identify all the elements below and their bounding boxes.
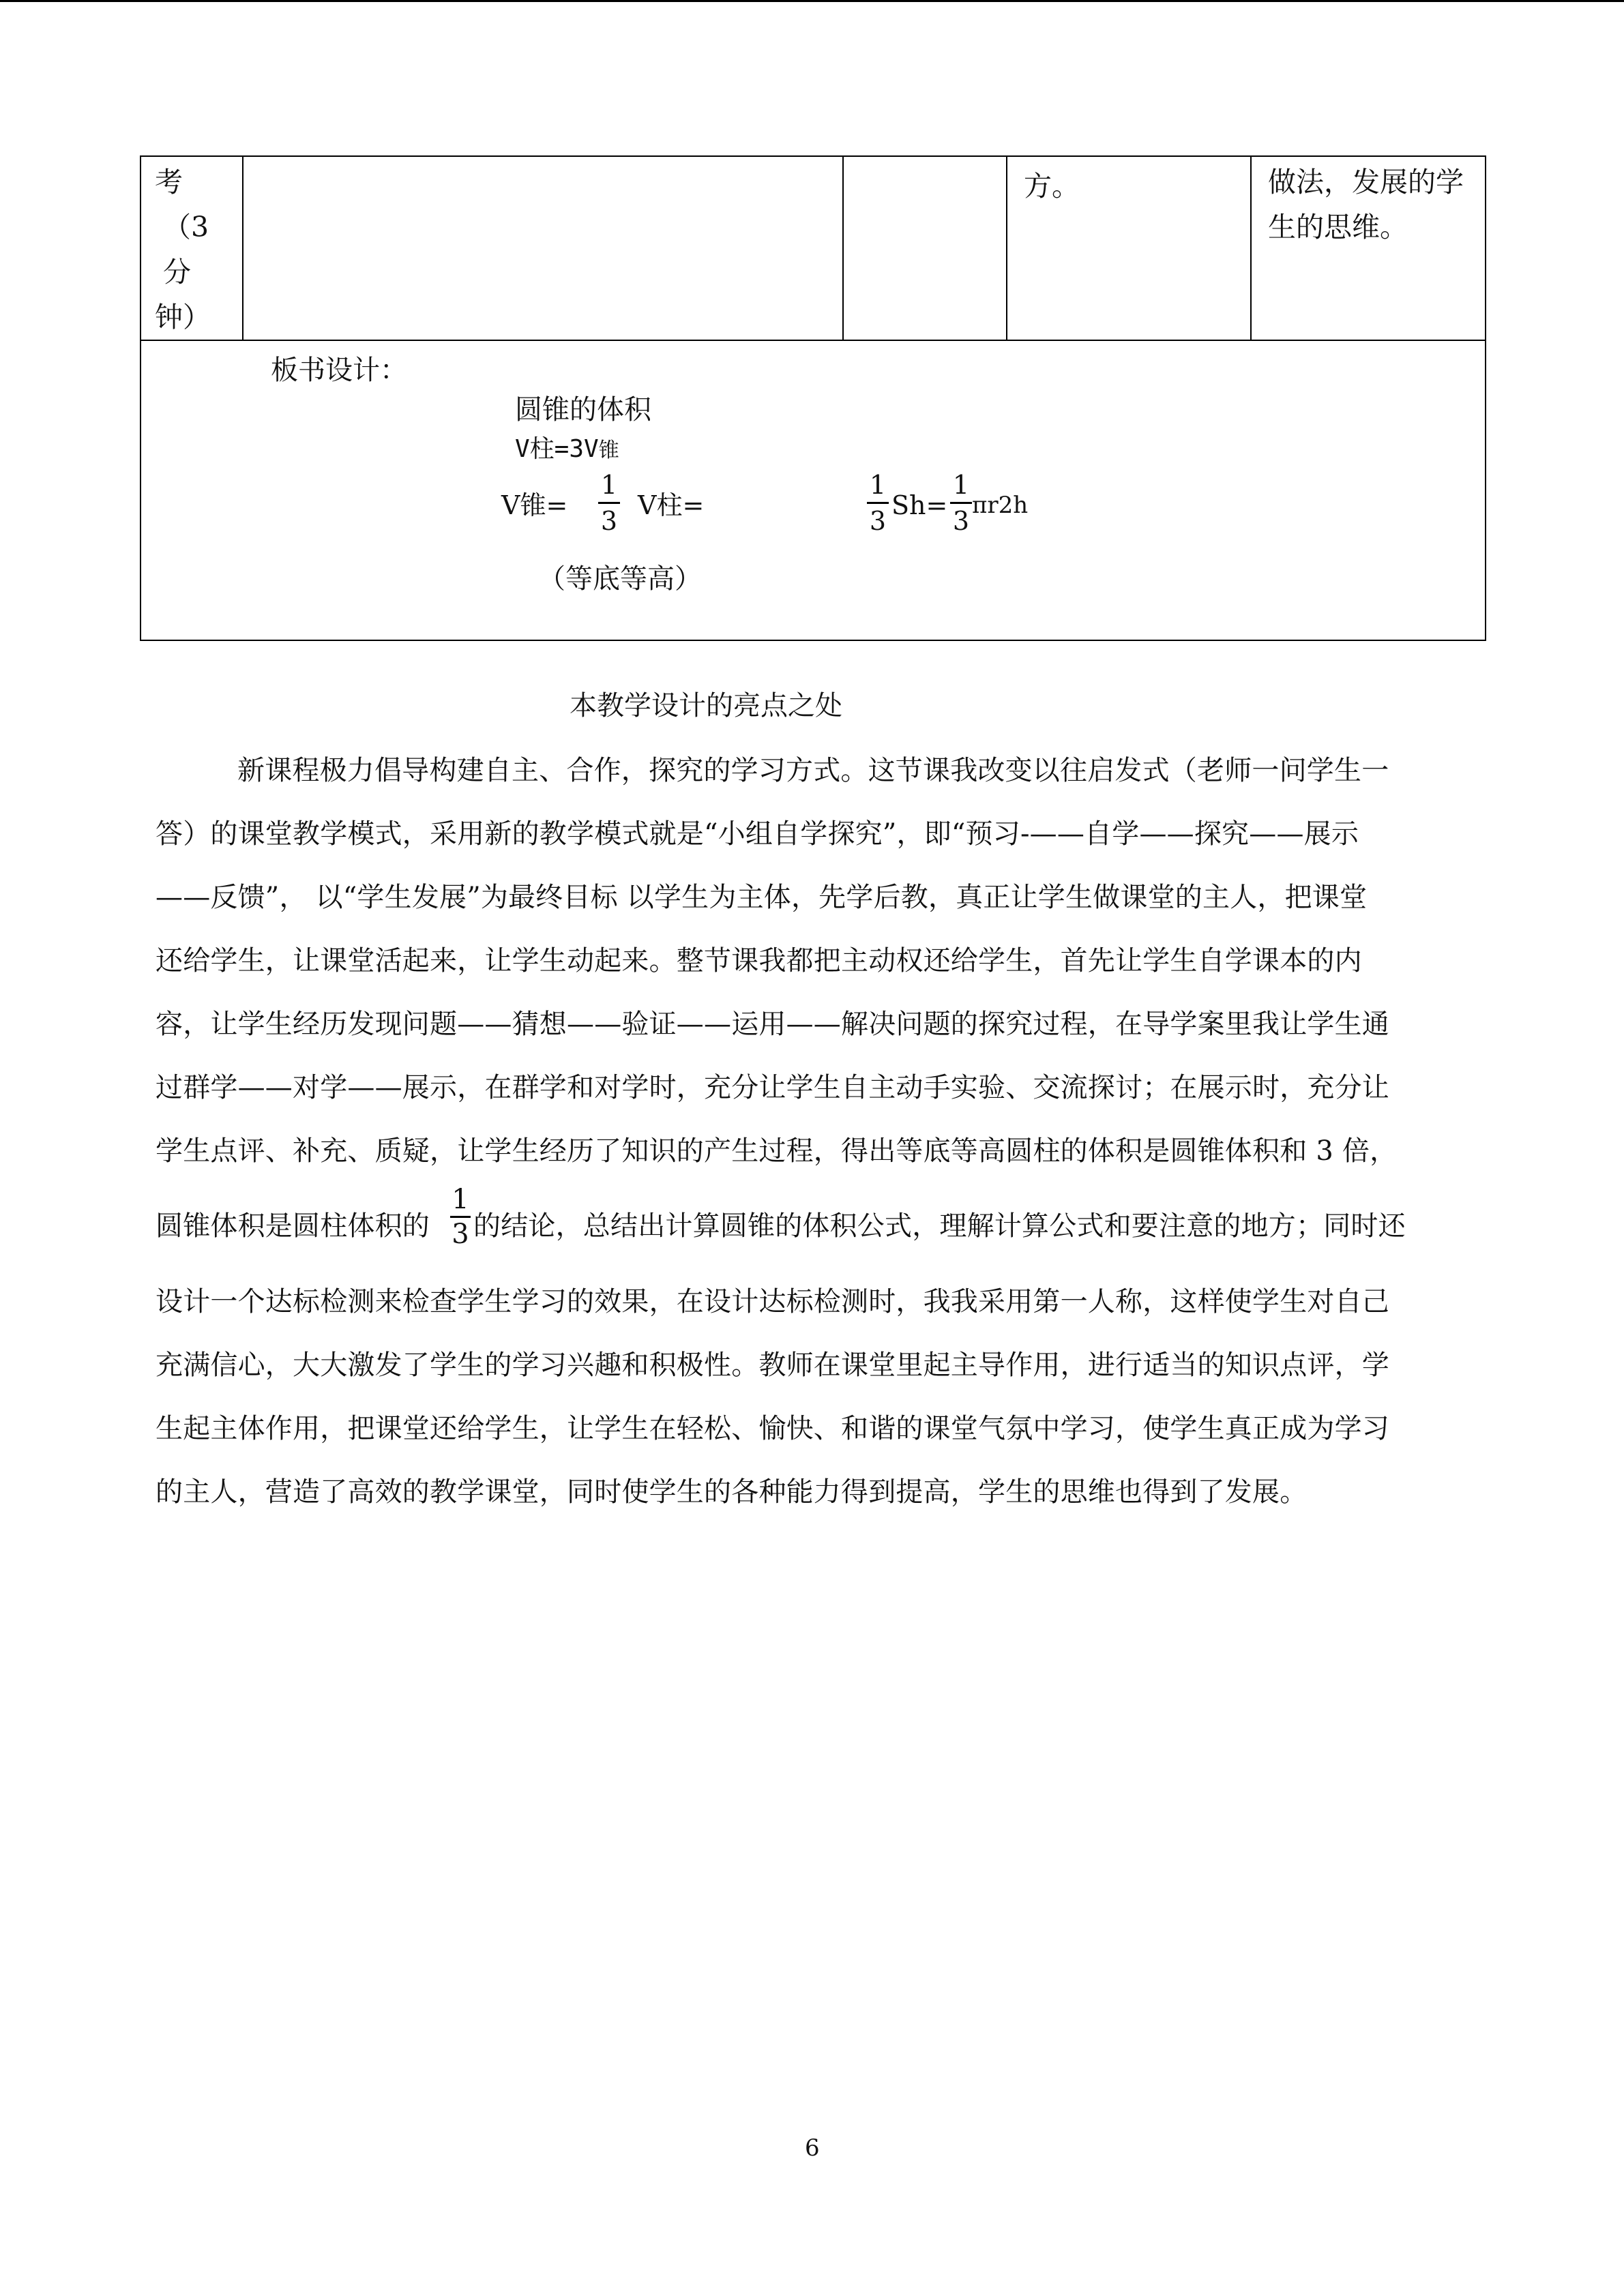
stage-cell [141,156,243,340]
page-number: 6 [805,2134,820,2162]
paragraph-line: 答）的课堂教学模式，采用新的教学模式就是“小组自学探究”，即“预习-——自学——探究——展示 [156,818,1359,850]
v-cone-text: V锥= [501,490,568,520]
paragraph-line: ——反馈”， 以“学生发展”为最终目标 以学生为主体，先学后教，真正让学生做课堂的主人，把课堂 [156,882,1368,913]
table-row [141,156,1486,340]
student-activity-text: 方。 [1024,170,1080,203]
paragraph-line: 的结论，总结出计算圆锥的体积公式，理解计算公式和要注意的地方；同时还 [473,1210,1406,1242]
paragraph-line: 学生点评、补充、质疑，让学生经历了知识的产生过程，得出等底等高圆柱的体积是圆锥体积和 3 倍， [156,1135,1398,1167]
equal-base-height-note: （等底等高） [538,563,702,595]
paragraph-line: 生起主体作用，把课堂还给学生，让学生在轻松、愉快、和谐的课堂气氛中学习，使学生真正成为学习 [156,1413,1389,1444]
fraction-one-third: 1 3 [864,468,891,538]
pi-r2h-text: πr2h [972,492,1029,519]
lesson-table [140,155,1486,641]
board-design-cell [141,340,1486,640]
student-cell [1007,156,1251,340]
board-title: 圆锥的体积 [515,394,651,426]
teacher-cell [843,156,1007,340]
formula-cone-volume [501,468,1115,550]
paragraph-line: 新课程极力倡导构建自主、合作，探究的学习方式。这节课我改变以往启发式（老师一问学生一 [237,755,1389,786]
paragraph-line: 充满信心，大大激发了学生的学习兴趣和积极性。教师在课堂里起主导作用，进行适当的知识点评，学 [156,1350,1389,1381]
stage-line: 钟） [155,301,211,333]
stage-line: 考 [155,166,183,198]
content-cell [243,156,843,340]
v-cylinder-text: V柱= [638,490,705,520]
stage-line: （3 [163,211,209,243]
paragraph-line: 设计一个达标检测来检查学生学习的效果，在设计达标检测时，我我采用第一人称，这样使学生对自己 [156,1286,1389,1317]
paragraph-line: 还给学生，让课堂活起来，让学生动起来。整节课我都把主动权还给学生，首先让学生自学课本的内 [156,945,1362,976]
paragraph-line: 的主人，营造了高效的教学课堂，同时使学生的各种能力得到提高，学生的思维也得到了发展。 [156,1476,1308,1508]
section-heading: 本教学设计的亮点之处 [570,690,842,721]
sh-text: Sh= [891,490,948,520]
paragraph-line: 容，让学生经历发现问题——猜想——验证——运用——解决问题的探究过程，在导学案里我让学生通 [156,1009,1389,1040]
paragraph-line: 圆锥体积是圆柱体积的 [156,1210,430,1242]
intent-cell [1251,156,1486,340]
intent-line: 做法，发展的学 [1268,166,1464,198]
paragraph-line: 过群学——对学——展示，在群学和对学时，充分让学生自主动手实验、交流探讨；在展示时，充分让 [156,1072,1389,1103]
board-design-label: 板书设计： [271,355,407,386]
fraction-one-third: 1 3 [595,468,623,538]
stage-line: 分 [163,256,191,288]
fraction-one-third: 1 3 [450,1183,471,1251]
intent-line: 生的思维。 [1268,211,1408,243]
fraction-one-third: 1 3 [947,468,975,538]
table-row [141,340,1486,640]
page-top-rule [0,0,1624,2]
formula-cylinder-cone: V柱=3V锥 [515,435,619,463]
